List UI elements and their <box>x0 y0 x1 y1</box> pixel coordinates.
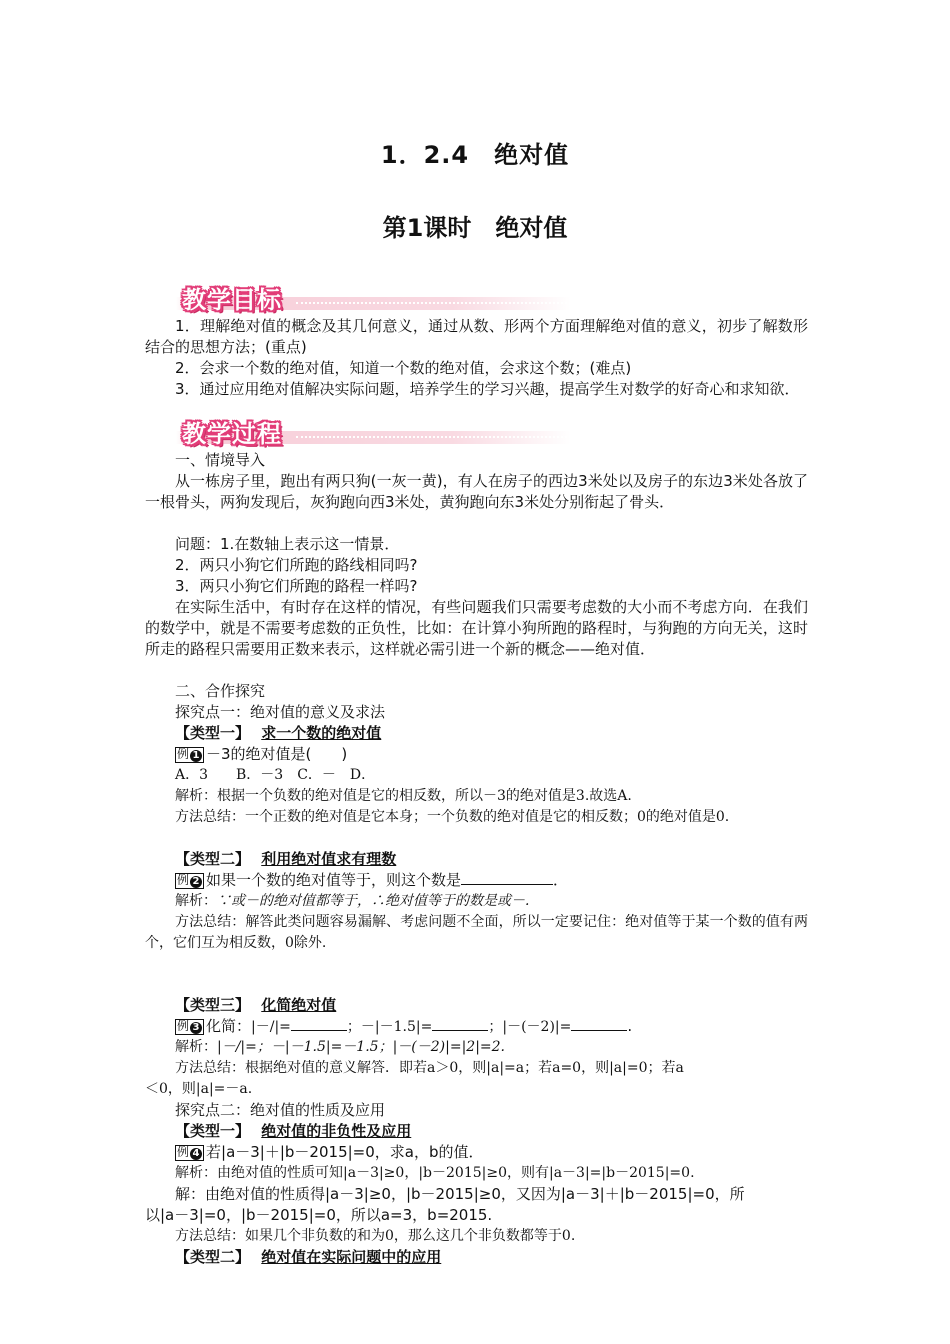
example-1-badge-text: 例 <box>177 747 190 761</box>
example-2-analysis-text: ∵或－的绝对值都等于，∴绝对值等于的数是或－. <box>217 893 530 909</box>
example-1-analysis: 解析：根据一个负数的绝对值是它的相反数，所以－3的绝对值是3.故选A. <box>175 788 632 804</box>
type4-title: 绝对值的非负性及应用 <box>261 1122 412 1140</box>
example-3-blank-2 <box>432 1016 488 1031</box>
example-2-blank <box>461 870 553 885</box>
example-3-badge <box>175 1019 204 1035</box>
example-4-badge-text: 例 <box>177 1145 190 1159</box>
part1-heading: 一、情境导入 <box>175 451 266 469</box>
example-2-badge-text: 例 <box>177 873 190 887</box>
intro-paragraph: 从一栋房子里，跑出有两只狗(一灰一黄)，有人在房子的西边3米处以及房子的东边3米处各放了一根骨头，两狗发现后，灰狗跑向西3米处，黄狗跑向东3米处分别衔起了骨头． <box>145 472 808 511</box>
example-4 <box>175 1142 838 1163</box>
point-1: 探究点一：绝对值的意义及求法 <box>175 703 386 721</box>
example-3-summary-line-1: 方法总结：根据绝对值的意义解答．即若a＞0，则|a|=a；若a=0，则|a|=0；若a <box>175 1060 684 1076</box>
type3-title: 化简绝对值 <box>261 996 337 1014</box>
type5-heading <box>175 1247 838 1268</box>
example-2-badge-number: 2 <box>190 876 202 888</box>
goal-3: 3．通过应用绝对值解决实际问题，培养学生的学习兴趣，提高学生对数学的好奇心和求知欲． <box>175 380 800 398</box>
example-3-badge-number: 3 <box>190 1022 202 1034</box>
example-2-end: ． <box>553 871 569 889</box>
example-2-analysis <box>175 891 838 912</box>
type2-heading <box>175 849 838 870</box>
question-1: 问题：1.在数轴上表示这一情景． <box>175 535 400 553</box>
example-1-badge-number: 1 <box>190 750 202 762</box>
goal-1: 1．理解绝对值的概念及其几何意义，通过从数、形两个方面理解绝对值的意义，初步了解数形结合的思想方法；(重点) <box>145 317 808 356</box>
example-3-analysis <box>175 1037 838 1058</box>
example-4-summary: 方法总结：如果几个非负数的和为0，那么这几个非负数都等于0. <box>175 1228 576 1244</box>
example-1-question: －3的绝对值是( ) <box>206 745 348 763</box>
type2-title: 利用绝对值求有理数 <box>261 850 397 868</box>
example-2-analysis-prefix: 解析： <box>175 893 217 909</box>
type1-title: 求一个数的绝对值 <box>261 724 382 742</box>
example-3-expr-3: ；|－(－2)|= <box>488 1019 572 1035</box>
question-3: 3．两只小狗它们所跑的路程一样吗? <box>175 577 418 595</box>
type2-label: 【类型二】 <box>175 850 251 868</box>
example-3-end: . <box>627 1017 633 1035</box>
example-4-question: 若|a－3|＋|b－2015|=0，求a，b的值． <box>206 1143 484 1161</box>
lesson-title: 第1课时 绝对值 <box>382 214 568 242</box>
example-1-options: A．3 B．－3 C．－ D． <box>175 767 376 783</box>
part2-heading: 二、合作探究 <box>175 682 266 700</box>
goals-badge <box>176 284 571 312</box>
process-badge <box>176 418 571 446</box>
example-3-blank-3 <box>571 1016 627 1031</box>
example-1-badge <box>175 747 204 763</box>
example-3-prompt: 化简： <box>206 1017 252 1035</box>
point-2: 探究点二：绝对值的性质及应用 <box>175 1101 386 1119</box>
process-badge-label: 教学过程 <box>182 420 282 448</box>
example-3-analysis-text: |－/|=；－|－1.5|=－1.5；|－(－2)|=|2|=2. <box>217 1039 505 1055</box>
type5-title: 绝对值在实际问题中的应用 <box>261 1248 442 1266</box>
example-3-analysis-prefix: 解析： <box>175 1039 217 1055</box>
example-2-question: 如果一个数的绝对值等于，则这个数是 <box>206 871 462 889</box>
example-4-badge-number: 4 <box>190 1148 202 1160</box>
example-3-blank-1 <box>291 1016 347 1031</box>
explain-paragraph: 在实际生活中，有时存在这样的情况，有些问题我们只需要考虑数的大小而不考虑方向．在我们的数学中，就是不需要考虑数的正负性，比如：在计算小狗所跑的路程时，与狗跑的方向无关，这时所走的路程只需要用正数来表示，这样就必需引进一个新的概念——绝对值． <box>145 598 808 658</box>
example-4-solution-line-1: 解：由绝对值的性质得|a－3|≥0，|b－2015|≥0，又因为|a－3|＋|b－2015|=0，所 <box>175 1185 745 1203</box>
goals-badge-label: 教学目标 <box>182 286 282 314</box>
example-3-expr-1: |－/|= <box>251 1019 291 1035</box>
example-3 <box>175 1016 838 1038</box>
example-2-summary: 方法总结：解答此类问题容易漏解、考虑问题不全面，所以一定要记住：绝对值等于某一个数的值有两个，它们互为相反数，0除外. <box>145 914 808 951</box>
question-2: 2．两只小狗它们所跑的路线相同吗? <box>175 556 418 574</box>
example-4-analysis: 解析：由绝对值的性质可知|a－3|≥0，|b－2015|≥0，则有|a－3|=|b－2015|=0. <box>175 1165 695 1181</box>
example-1 <box>175 744 838 765</box>
type3-label: 【类型三】 <box>175 996 251 1014</box>
example-2 <box>175 870 838 891</box>
example-3-badge-text: 例 <box>177 1019 190 1033</box>
section-title: 1．2.4 绝对值 <box>380 141 570 169</box>
example-4-badge <box>175 1145 204 1161</box>
type5-label: 【类型二】 <box>175 1248 251 1266</box>
example-3-summary-line-2: ＜0，则|a|=－a. <box>145 1081 253 1097</box>
type4-heading <box>175 1121 838 1142</box>
type1-heading <box>175 723 838 744</box>
example-3-expr-2: ；－|－1.5|= <box>346 1019 433 1035</box>
example-1-summary: 方法总结：一个正数的绝对值是它本身；一个负数的绝对值是它的相反数；0的绝对值是0. <box>175 809 730 825</box>
goal-2: 2．会求一个数的绝对值，知道一个数的绝对值，会求这个数；(难点) <box>175 359 632 377</box>
example-4-solution-line-2: 以|a－3|=0，|b－2015|=0，所以a=3，b=2015. <box>145 1206 493 1224</box>
type1-label: 【类型一】 <box>175 724 251 742</box>
example-2-badge <box>175 873 204 889</box>
type4-label: 【类型一】 <box>175 1122 251 1140</box>
type3-heading <box>175 995 838 1016</box>
